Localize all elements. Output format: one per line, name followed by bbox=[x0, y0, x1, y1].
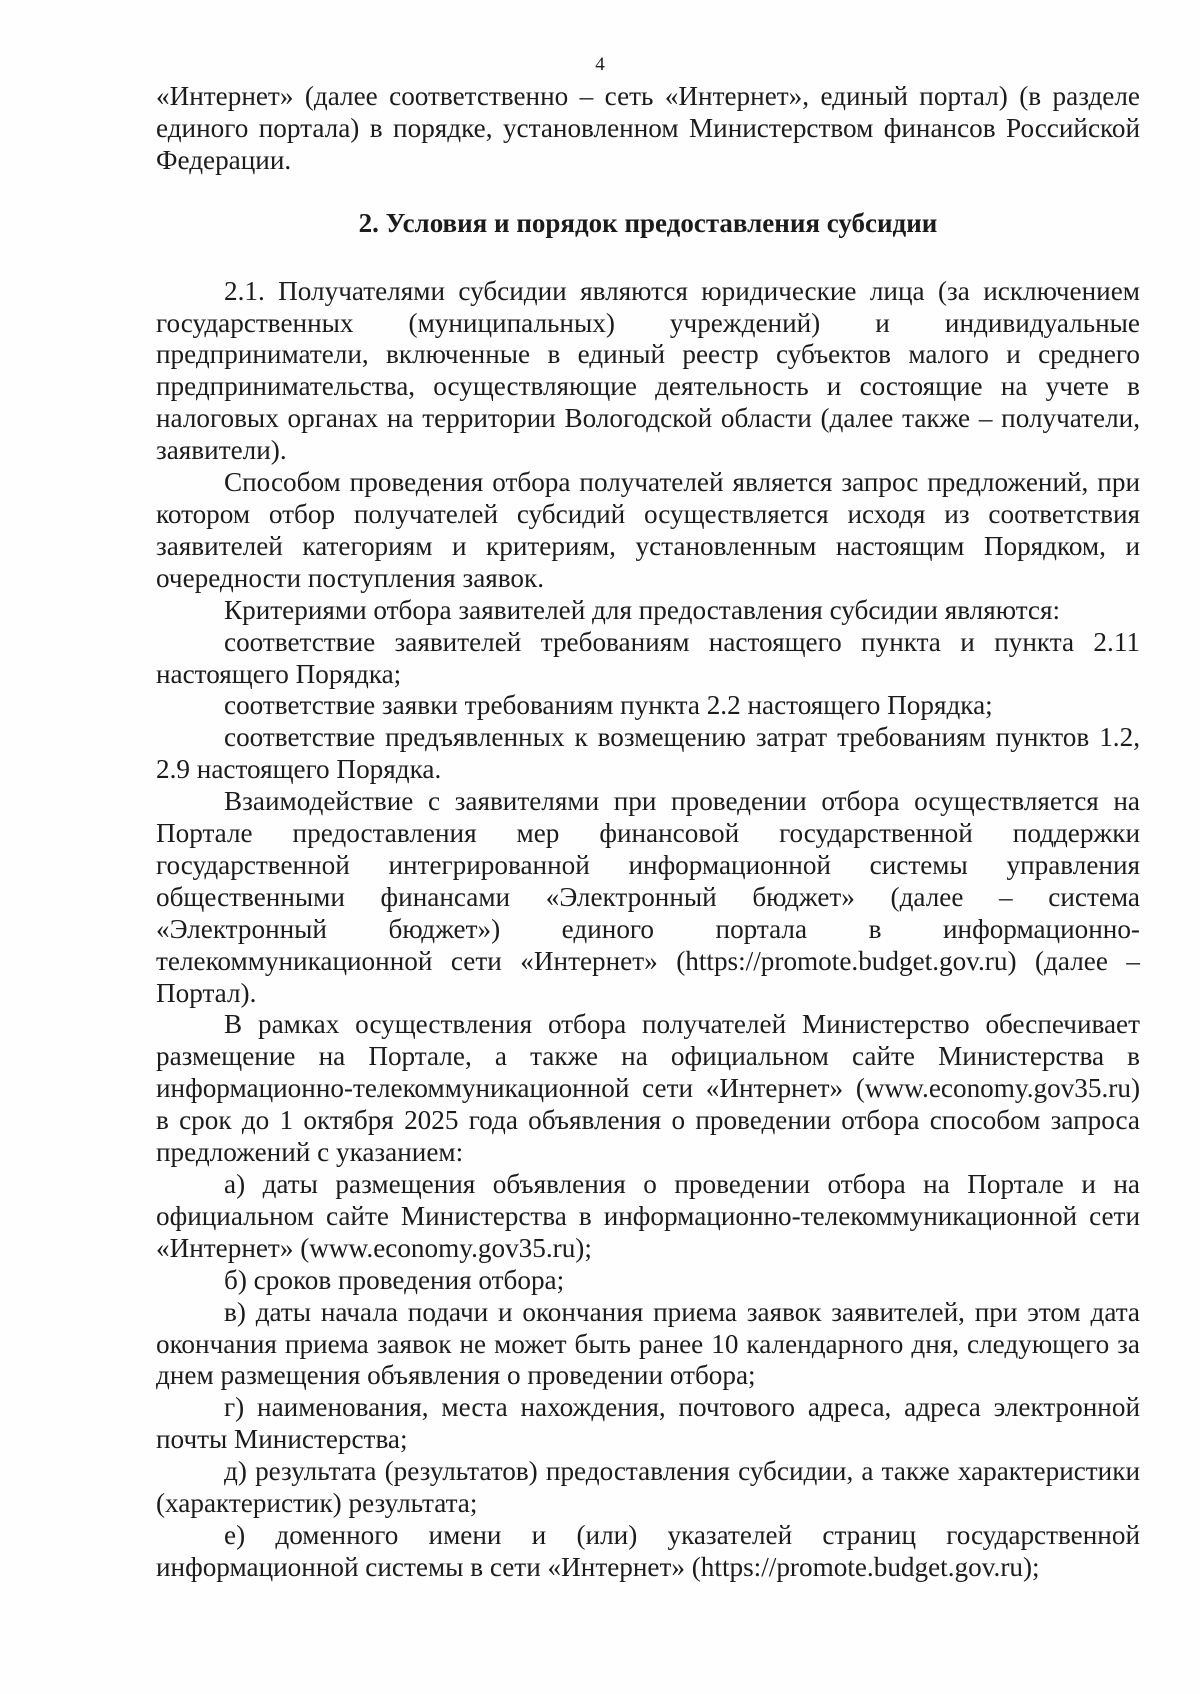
paragraph-criteria-intro: Критериями отбора заявителей для предоставления субсидии являются: bbox=[224, 594, 1061, 625]
list-item-d: д) результата (результатов) предоставления субсидии, а также характеристики (характеристик) результата; bbox=[156, 1456, 1140, 1519]
criteria-item: соответствие предъявленных к возмещению затрат требованиям пунктов 1.2, 2.9 настоящего Порядка. bbox=[156, 722, 1140, 785]
criteria-item: соответствие заявителей требованиям настоящего пункта и пункта 2.11 настоящего Порядка; bbox=[156, 626, 1140, 689]
paragraph-announcement: В рамках осуществления отбора получателей Министерство обеспечивает размещение на Портале, а также на официальном сайте Министерства в информационно-телекоммуникационной сети «Интернет» (www.economy.gov35.ru) в срок до 1 октября 2025 года объявления о проведении отбора способом запроса предложений с указанием: bbox=[156, 1009, 1140, 1168]
page-number: 4 bbox=[595, 54, 605, 75]
section-heading: 2. Условия и порядок предоставления субсидии bbox=[358, 207, 938, 238]
document-body bbox=[156, 81, 1140, 1584]
list-item-a: а) даты размещения объявления о проведении отбора на Портале и на официальном сайте Министерства в информационно-телекоммуникационной сети «Интернет» (www.economy.gov35.ru); bbox=[156, 1169, 1140, 1263]
paragraph-2-1: 2.1. Получателями субсидии являются юридические лица (за исключением государственных (муниципальных) учреждений) и индивидуальные предприниматели, включенные в единый реестр субъектов малого и среднего предпринимательства, осуществляющие деятельность и состоящие на учете в налоговых органах на территории Вологодской области (далее также – получатели, заявители). bbox=[156, 275, 1140, 466]
list-item-g: г) наименования, места нахождения, почтового адреса, адреса электронной почты Министерства; bbox=[156, 1392, 1140, 1455]
paragraph-selection-method: Способом проведения отбора получателей является запрос предложений, при котором отбор получателей субсидий осуществляется исходя из соответствия заявителей категориям и критериям, установленным настоящим Порядком, и очередности поступления заявок. bbox=[156, 467, 1140, 593]
list-item-b: б) сроков проведения отбора; bbox=[224, 1264, 565, 1295]
continued-paragraph: «Интернет» (далее соответственно – сеть «Интернет», единый портал) (в разделе единого портала) в порядке, установленном Министерством финансов Российской Федерации. bbox=[156, 81, 1140, 175]
list-item-e: е) доменного имени и (или) указателей страниц государственной информационной системы в сети «Интернет» (https://promote.budget.gov.ru); bbox=[156, 1519, 1140, 1582]
list-item-v: в) даты начала подачи и окончания приема заявок заявителей, при этом дата окончания приема заявок не может быть ранее 10 календарного дня, следующего за днем размещения объявления о проведении отбора; bbox=[156, 1296, 1140, 1391]
criteria-item: соответствие заявки требованиям пункта 2.2 настоящего Порядка; bbox=[224, 690, 993, 721]
paragraph-interaction: Взаимодействие с заявителями при проведении отбора осуществляется на Портале предоставления мер финансовой государственной поддержки государственной интегрированной информационной системы управления общественными финансами «Электронный бюджет» (далее – система «Электронный бюджет») единого портала в информационно-телекоммуникационной сети «Интернет» (https://promote.budget.gov.ru) (далее – Портал). bbox=[156, 786, 1140, 1008]
